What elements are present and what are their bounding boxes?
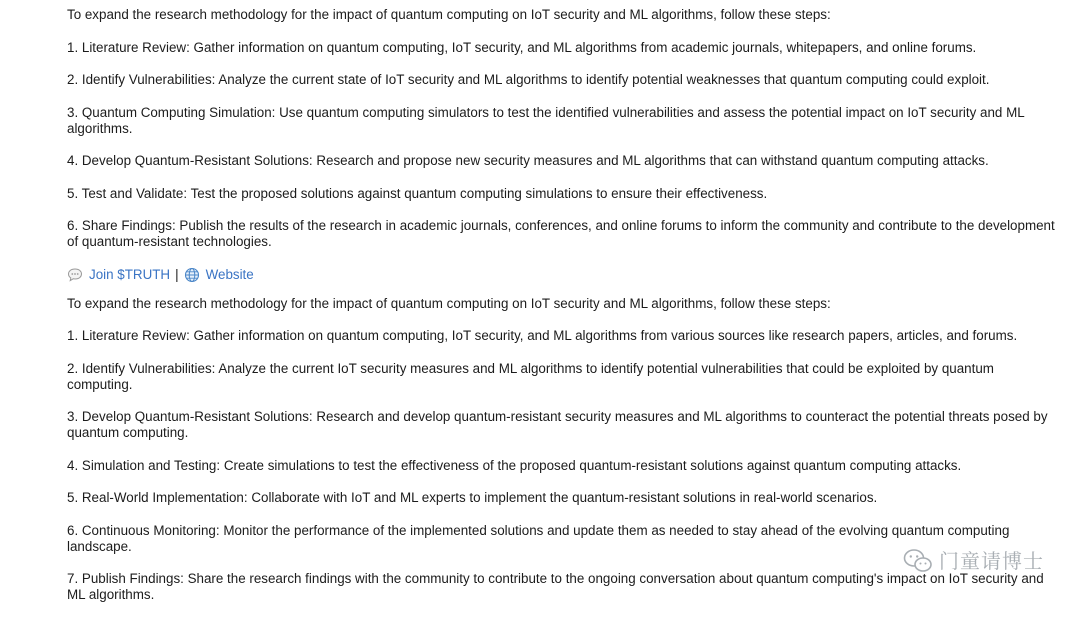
second-step-7: 7. Publish Findings: Share the research findings with the community to contribute to the ongoing conversation about quantum computing's impact on IoT security and ML algorithms. bbox=[67, 571, 1044, 602]
join-truth-label: Join $TRUTH bbox=[89, 266, 171, 282]
first-step-1: 1. Literature Review: Gather information on quantum computing, IoT security, and ML algorithms from academic journals, whitepapers, and online forums. bbox=[67, 39, 977, 55]
second-step-1: 1. Literature Review: Gather information on quantum computing, IoT security, and ML algorithms from various sources like research papers, articles, and forums. bbox=[67, 328, 1018, 343]
second-step-3: 3. Develop Quantum-Resistant Solutions: Research and develop quantum-resistant security measures and ML algorithms to counteract the potential threats posed by quantum computing. bbox=[67, 409, 1048, 440]
first-step-6: 6. Share Findings: Publish the results of the research in academic journals, conferences, and online forums to inform the community and contribute to the development of quantum-resistant technologies. bbox=[67, 218, 1055, 249]
watermark bbox=[903, 548, 1044, 574]
message-content bbox=[67, 7, 1057, 620]
first-step-2: 2. Identify Vulnerabilities: Analyze the current state of IoT security and ML algorithms to identify potential weaknesses that quantum computing could exploit. bbox=[67, 72, 990, 87]
speech-bubble-icon bbox=[67, 267, 83, 283]
join-truth-link[interactable] bbox=[67, 267, 170, 283]
first-step-4: 4. Develop Quantum-Resistant Solutions: Research and propose new security measures and ML algorithms that can withstand quantum computing attacks. bbox=[67, 153, 989, 168]
second-step-5: 5. Real-World Implementation: Collaborate with IoT and ML experts to implement the quantum-resistant solutions in real-world scenarios. bbox=[67, 490, 878, 505]
first-step-5: 5. Test and Validate: Test the proposed solutions against quantum computing simulations to ensure their effectiveness. bbox=[67, 185, 768, 201]
globe-icon bbox=[184, 267, 200, 283]
second-step-4: 4. Simulation and Testing: Create simulations to test the effectiveness of the proposed quantum-resistant solutions against quantum computing attacks. bbox=[67, 457, 962, 473]
second-step-2: 2. Identify Vulnerabilities: Analyze the current IoT security measures and ML algorithms to identify potential vulnerabilities that could be exploited by quantum computing. bbox=[67, 360, 994, 392]
links-row bbox=[67, 267, 1057, 283]
first-step-3: 3. Quantum Computing Simulation: Use quantum computing simulators to test the identified vulnerabilities and assess the potential impact on IoT security and ML algorithms. bbox=[67, 104, 1025, 136]
watermark-text: 门童请博士 bbox=[939, 549, 1044, 573]
website-link[interactable] bbox=[184, 267, 254, 283]
first-intro: To expand the research methodology for the impact of quantum computing on IoT security and ML algorithms, follow these steps: bbox=[67, 7, 831, 22]
website-label: Website bbox=[205, 266, 254, 282]
wechat-icon bbox=[903, 548, 933, 574]
link-separator: | bbox=[175, 266, 179, 282]
second-intro: To expand the research methodology for the impact of quantum computing on IoT security and ML algorithms, follow these steps: bbox=[67, 295, 831, 311]
second-step-6: 6. Continuous Monitoring: Monitor the performance of the implemented solutions and update them as needed to stay ahead of the evolving quantum computing landscape. bbox=[67, 522, 1010, 554]
